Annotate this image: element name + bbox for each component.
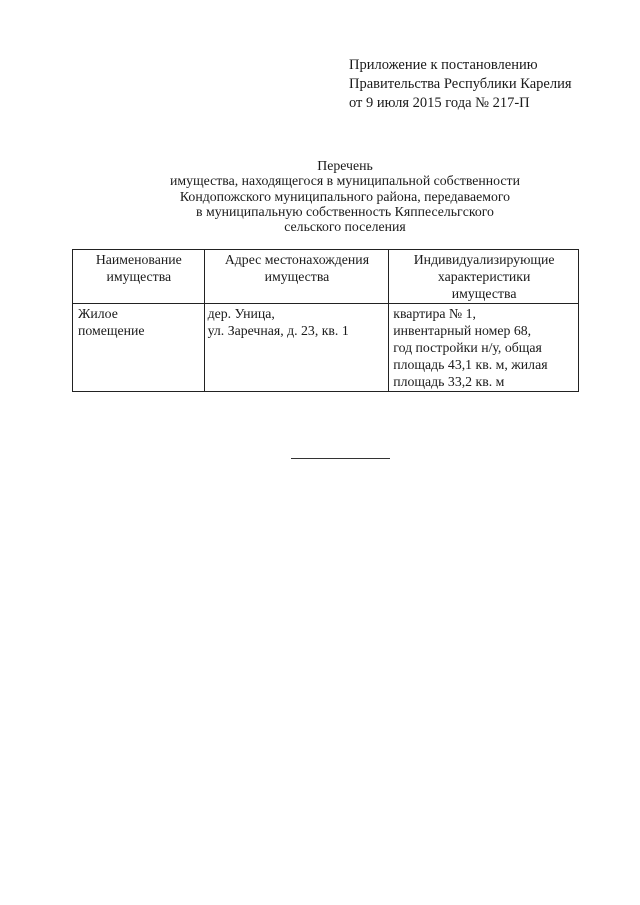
title-line: Перечень <box>317 158 373 173</box>
header-property-name: Наименование имущества <box>73 250 205 304</box>
title-line: в муниципальную собственность Кяппесельгского <box>196 203 494 219</box>
title-line: Кондопожского муниципального района, передаваемого <box>179 188 511 204</box>
title-line: имущества, находящегося в муниципальной собственности <box>170 173 520 189</box>
cell-property-address: дер. Уница, ул. Заречная, д. 23, кв. 1 <box>204 304 389 392</box>
appendix-line: от 9 июля 2015 года № 217-П <box>349 95 530 111</box>
cell-property-characteristics: квартира № 1, инвентарный номер 68, год постройки н/у, общая площадь 43,1 кв. м, жилая площадь 33,2 кв. м <box>389 304 579 392</box>
header-property-address: Адрес местонахождения имущества <box>204 250 389 304</box>
cell-property-name: Жилое помещение <box>73 304 205 392</box>
header-property-characteristics: Индивидуализирующие характеристики имущества <box>389 250 579 304</box>
table-header-row <box>73 250 579 304</box>
property-table <box>72 249 579 392</box>
appendix-line: Правительства Республики Карелия <box>349 76 572 92</box>
appendix-line: Приложение к постановлению <box>349 57 538 73</box>
appendix-reference <box>349 56 572 113</box>
title-line: сельского поселения <box>284 219 406 235</box>
closing-divider-line <box>291 458 390 459</box>
document-title <box>120 158 570 234</box>
table-row <box>73 304 579 392</box>
